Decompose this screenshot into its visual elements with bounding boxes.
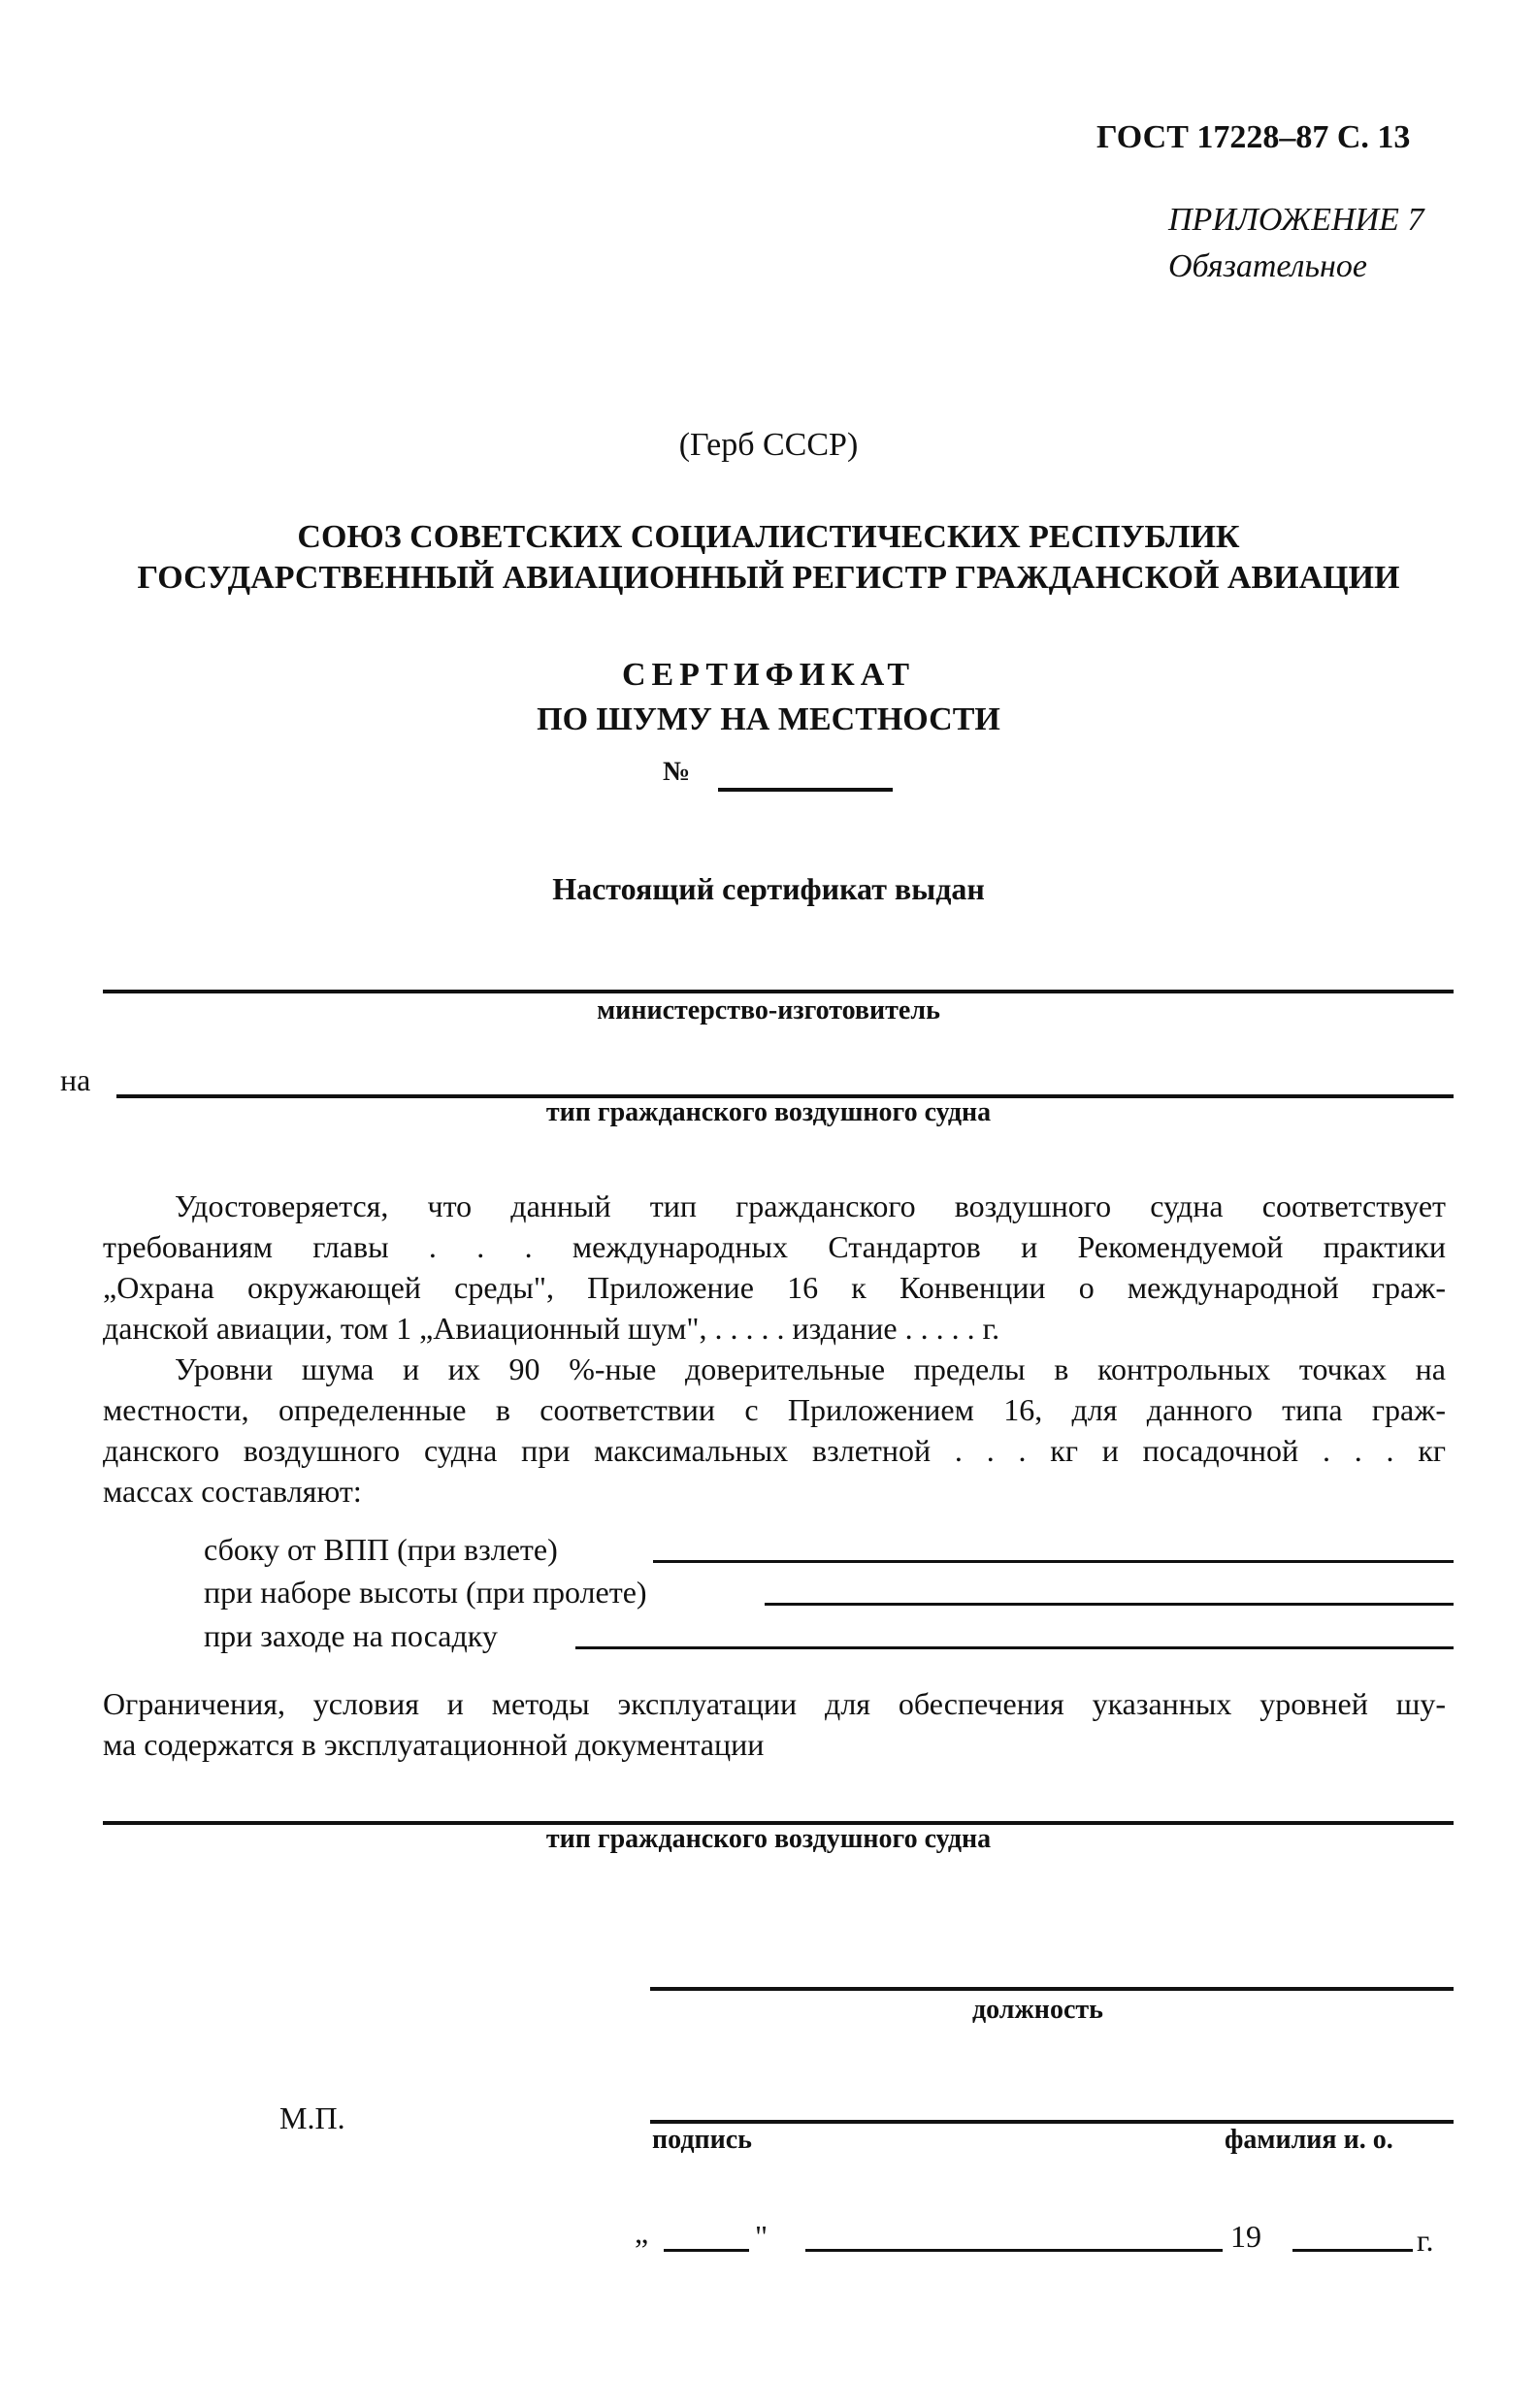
- on-prefix: на: [60, 1062, 91, 1097]
- issued-to-label: Настоящий сертификат выдан: [552, 871, 985, 906]
- org-line-2: ГОСУДАРСТВЕННЫЙ АВИАЦИОННЫЙ РЕГИСТР ГРАЖДАНСКОЙ АВИАЦИИ: [137, 560, 1400, 596]
- p1-line-4: данской авиации, том 1 „Авиационный шум", . . . . . издание . . . . . г.: [103, 1311, 1000, 1346]
- position-field[interactable]: [650, 1987, 1454, 1991]
- level-lateral-field[interactable]: [653, 1560, 1454, 1563]
- date-year-field[interactable]: [1292, 2249, 1413, 2252]
- gost-page-number: ГОСТ 17228–87 С. 13: [1096, 119, 1411, 155]
- mandatory-label: Обязательное: [1168, 248, 1367, 284]
- p3-line-1: Ограничения, условия и методы эксплуатации для обеспечения указанных уровней шу-: [103, 1686, 1446, 1721]
- p1-line-1: Удостоверяется, что данный тип гражданского воздушного судна соответствует: [175, 1188, 1446, 1223]
- level-approach-field[interactable]: [575, 1646, 1454, 1649]
- level-flyover-label: при наборе высоты (при пролете): [204, 1575, 647, 1610]
- certificate-number-field[interactable]: [718, 788, 893, 792]
- ministry-field[interactable]: [103, 990, 1454, 993]
- certificate-title: СЕРТИФИКАТ: [621, 657, 916, 693]
- p3-line-2: ма содержатся в эксплуатационной документации: [103, 1727, 765, 1762]
- p2-line-4: массах составляют:: [103, 1474, 362, 1509]
- level-lateral-label: сбоку от ВПП (при взлете): [204, 1532, 558, 1567]
- position-caption: должность: [972, 1995, 1103, 2025]
- emblem-caption: (Герб СССР): [678, 427, 859, 463]
- appendix-label: ПРИЛОЖЕНИЕ 7: [1168, 202, 1424, 238]
- level-approach-label: при заходе на посадку: [204, 1618, 498, 1653]
- date-year-prefix: 19: [1230, 2219, 1261, 2254]
- p2-line-3: данского воздушного судна при максимальных взлетной . . . кг и посадочной . . . кг: [103, 1433, 1446, 1468]
- level-flyover-field[interactable]: [765, 1603, 1454, 1606]
- certificate-subtitle: ПО ШУМУ НА МЕСТНОСТИ: [537, 701, 1000, 737]
- p2-line-1: Уровни шума и их 90 %-ные доверительные пределы в контрольных точках на: [175, 1351, 1446, 1386]
- p1-line-2: требованиям главы . . . международных Стандартов и Рекомендуемой практики: [103, 1229, 1446, 1264]
- signature-name-field[interactable]: [650, 2120, 1454, 2124]
- p1-line-3: „Охрана окружающей среды", Приложение 16 к Конвенции о международной граж-: [103, 1270, 1446, 1305]
- signature-caption: подпись: [652, 2125, 752, 2155]
- number-sign: №: [663, 757, 691, 787]
- date-month-field[interactable]: [805, 2249, 1223, 2252]
- p2-line-2: местности, определенные в соответствии с Приложением 16, для данного типа граж-: [103, 1392, 1446, 1427]
- ministry-caption: министерство-изготовитель: [597, 995, 940, 1025]
- documentation-aircraft-caption: тип гражданского воздушного судна: [545, 1824, 992, 1854]
- seal-mark: М.П.: [279, 2100, 345, 2135]
- date-year-suffix: г.: [1417, 2223, 1434, 2258]
- full-name-caption: фамилия и. о.: [1225, 2125, 1393, 2155]
- date-quote-open: „: [635, 2215, 649, 2250]
- date-day-field[interactable]: [664, 2249, 749, 2252]
- org-line-1: СОЮЗ СОВЕТСКИХ СОЦИАЛИСТИЧЕСКИХ РЕСПУБЛИК: [297, 519, 1240, 555]
- aircraft-type-caption: тип гражданского воздушного судна: [545, 1097, 992, 1127]
- date-quote-close: ": [755, 2219, 768, 2254]
